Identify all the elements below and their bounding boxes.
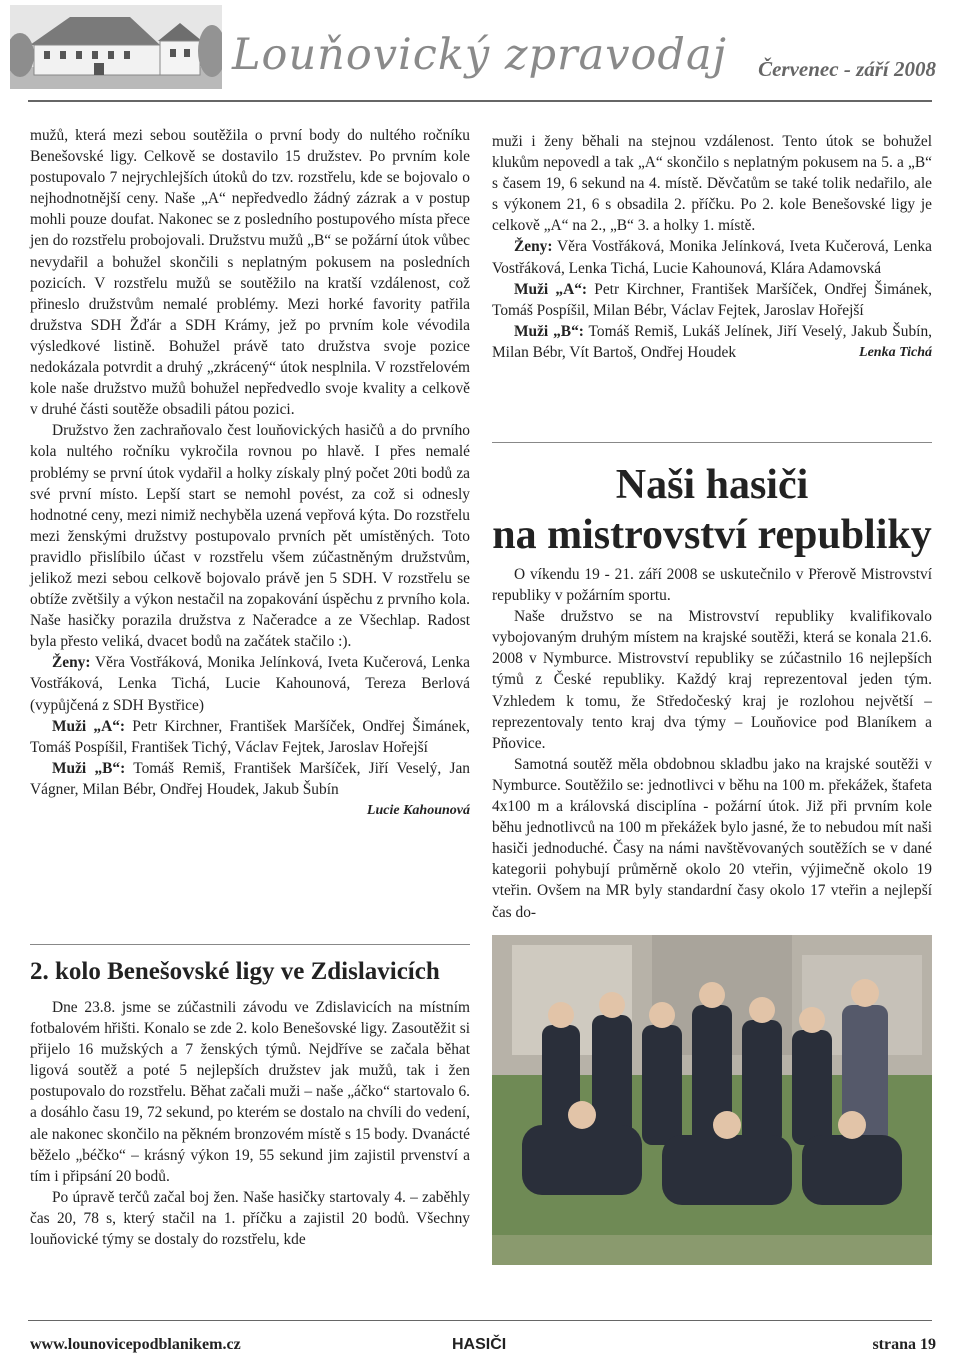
team-list-men-a	[492, 279, 932, 321]
team-list-men-b	[492, 321, 932, 363]
paragraph: Naše družstvo se na Mistrovství republiky kvalifikovalo vybojovaným druhým místem na krajské soutěži, která se konala 21.6. 2008 v Nymburce. Mistrovství republiky se zúčastnilo 16 nejlepších týmů z České republiky. Každý kraj reprezentoval jeden tým. Vzhledem k tomu, že Středočeský kraj je rozlohou největší – reprezentovaly tento kraj dva týmy – Louňovice pod Blaníkem a Pňovice.	[492, 608, 932, 752]
section-divider	[492, 442, 932, 443]
list-label: Ženy:	[52, 654, 91, 672]
list-label: Muži „A“:	[52, 717, 126, 735]
paragraph: Po úpravě terčů začal boj žen. Naše hasičky startovaly 4. – zaběhly čas 20, 78 s, který stačil na 1. příčku a zajistil 20 bodů. Všechny louňovické týmy se dostaly do rozstřelu, kde	[30, 1188, 470, 1249]
team-list-women	[492, 236, 932, 278]
page-header	[0, 0, 960, 100]
title-line: Naši hasiči	[615, 462, 809, 508]
footer-divider	[28, 1320, 932, 1321]
list-label: Muži „B“:	[514, 322, 584, 340]
article-3-title	[492, 460, 932, 560]
header-divider	[28, 100, 932, 102]
list-text: Věra Vostřáková, Monika Jelínková, Iveta Kučerová, Lenka Vostřáková, Lenka Tichá, Lucie Kahounová, Tereza Berlová (vypůjčená z SDH Bystřice)	[30, 654, 470, 714]
list-text: Tomáš Remiš, František Maršíček, Jiří Veselý, Jan Vágner, Milan Bébr, Ondřej Houdek, Jakub Šubín	[30, 759, 470, 798]
team-list-men-b	[30, 758, 470, 800]
article-1-body	[30, 125, 470, 821]
list-text: Věra Vostřáková, Monika Jelínková, Iveta Kučerová, Lenka Vostřáková, Lenka Tichá, Lucie Kahounová, Klára Adamovská	[492, 238, 932, 277]
list-text: Petr Kirchner, František Maršíček, Ondřej Šimánek, Tomáš Pospíšil, František Tichý, Václav Fejtek, Jaroslav Hořejší	[30, 717, 471, 756]
list-label: Ženy:	[514, 238, 553, 256]
masthead-title: Louňovický zpravodaj	[232, 30, 727, 80]
article-2-body	[30, 997, 470, 1250]
article-2-continuation	[492, 131, 932, 363]
paragraph: Dne 23.8. jsme se zúčastnili závodu ve Zdislavicích na místním fotbalovém hřišti. Konalo se zde 2. kolo Benešovské ligy. Zasoutěžit si přijelo 16 mužských a 7 ženských týmů. Nejdříve se začala běhat ligová soutěž a poté 5 nejlepších družstev jak mužů, tak i žen postupovalo do rozstřelu. Běhat začali muži – naše „áčko“ startovalo 6. a dosáhlo času 19, 72 sekund, po kterém se dostalo na chvíli do vedení, ale nakonec skončilo na pěkném bronzovém místě s 15 body. Dvanácté běželo „béčko“ – krásný výkon 19, 55 sekund jim zajistil prvenství a tím i připsání 20 bodů.	[30, 999, 470, 1185]
list-label: Muži „B“:	[52, 759, 126, 777]
article-2-title: 2. kolo Benešovské ligy ve Zdislavicích	[30, 958, 440, 985]
author-signature: Lenka Tichá	[859, 344, 932, 360]
paragraph: Družstvo žen zachraňovalo čest louňovických hasičů a do prvního kola nultého ročníku vykročila rovnou po hlavě. I přes nemalé problémy se první útok vydařil a holky získaly plný počet 20ti bodů za své první místo. Lepší start se nemohl povést, za což si odnesly hodnotné ceny, mezi nimiž nechyběla uzená vepřová kýta. Do rozstřelu mezi ženskými družstvy postupovalo prvních pět umístěných. Toto pravidlo přislíbilo účast v rozstřelu všem zúčastněným družstvům, jelikož mezi sebou celkově bojovalo právě jen 5 SDH. V rozstřelu se obtíže zvětšily a výkon nestačil na zopakování úspěchu z prvního kola. Naše hasičky porazila družstva z Načeradce a ze Všechlap. Radost byla přesto veliká, dvacet bodů na začátek stačilo :).	[30, 422, 470, 651]
title-line: na mistrovství republiky	[492, 512, 932, 558]
team-list-men-a	[30, 716, 470, 758]
footer-url: www.lounovicepodblanikem.cz	[30, 1336, 241, 1353]
paragraph: Samotná soutěž měla obdobnou skladbu jako na krajské soutěži v Nymburce. Soutěžilo se: jednotlivci v běhu na 100 m. překážek, štafeta 4x100 m a královská disciplína - požární útok. Již při prvním kole běhu jednotlivců na 100 m překážek bylo jasné, že to nebudou mít naši hasiči jednoduché. Časy na námi navštěvovaných soutěžích se v dané kategorii pohybují průměrně okolo 20 vteřin, výjimečně okolo 19 vteřin. Ovšem na MR byly standardní časy okolo 17 vteřin a nejlepší čas do-	[492, 755, 932, 921]
issue-date: Červenec - září 2008	[758, 57, 936, 81]
list-label: Muži „A“:	[514, 280, 588, 298]
team-photo	[492, 935, 932, 1265]
page-number: strana 19	[872, 1336, 936, 1353]
footer-section: HASIČI	[452, 1336, 507, 1353]
paragraph: muži i ženy běhali na stejnou vzdálenost. Tento útok se bohužel klukům nepovedl a tak „A“ skončilo s neplatným pokusem na 5. a „B“ s časem 19, 6 sekund na 4. místě. Děvčatům se také tolik nedařilo, ale s výkonem 21, 6 s obsadila 2. příčku. Po 2. kole Benešovské ligy je celkově „A“ na 2., „B“ 3. a holky 1. místě.	[492, 133, 932, 235]
paragraph: O víkendu 19 - 21. září 2008 se uskutečnilo v Přerově Mistrovství republiky v požárním sportu.	[492, 566, 932, 605]
castle-logo-image	[10, 5, 222, 89]
author-signature: Lucie Kahounová	[366, 803, 470, 818]
team-list-women	[30, 652, 470, 715]
list-text: Petr Kirchner, František Maršíček, Ondřej Šimánek, Tomáš Pospíšil, Milan Bébr, Václav Fejtek, Jaroslav Hořejší	[492, 280, 933, 319]
paragraph: mužů, která mezi sebou soutěžila o první body do nultého ročníku Benešovské ligy. Celkově se dostavilo 15 družstev. Po prvním kole postupovalo 7 nejrychlejších útoků do tzv. rozstřelu, kde se bojovalo o nejhodnotnější ceny. Naše „A“ nepředvedlo žádný zázrak a v postup mohli pouze doufat. Nakonec se z posledního postupového místa přece jen do rozstřelu probojovali. Družstvu mužů „B“ se požární útok vůbec nevydařil a bohužel skončili s neplatným pokusem na posledních pozicích. V rozstřelu mužů se soutěžilo na kratší vzdálenost, což přineslo družstvům nemalé problémy. Mezi horké favority patřila družstva SDH Žďár a SDH Krámy, jež po prvním kole vévodila výsledkové listině. Bohužel právě tato družstva svoje pozice nedokázala potvrdit a druhý „zkrácený“ útok nesplnila. V rozstřelovém kole naše družstvo mužů bohužel nepředvedlo svoje kvality a celkově v druhé části soutěže obsadili pátou pozici.	[30, 127, 470, 419]
article-3-body	[492, 564, 932, 923]
list-text: Tomáš Remiš, Lukáš Jelínek, Jiří Veselý, Jakub Šubín, Milan Bébr, Vít Bartoš, Ondřej Houdek	[492, 322, 932, 361]
section-divider	[30, 944, 470, 945]
